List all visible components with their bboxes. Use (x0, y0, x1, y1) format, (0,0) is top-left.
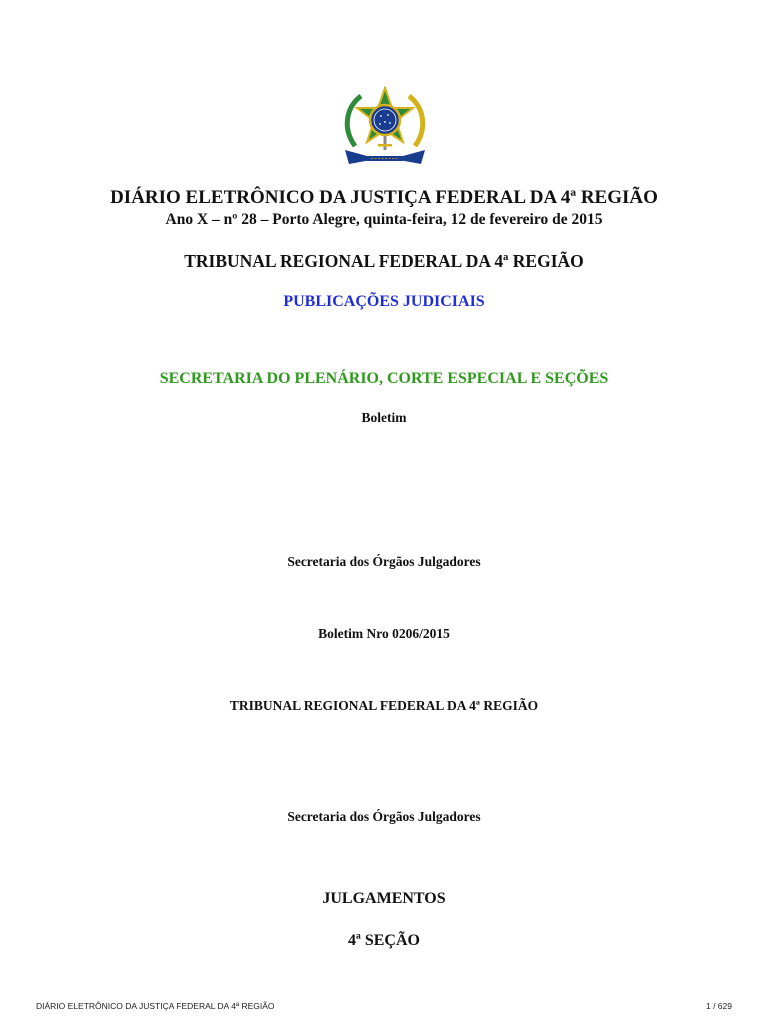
secretaria-orgaos-heading: Secretaria dos Órgãos Julgadores (287, 554, 481, 569)
secretaria-orgaos-heading-2: Secretaria dos Órgãos Julgadores (287, 809, 481, 824)
boletim-number: Boletim Nro 0206/2015 (318, 626, 450, 641)
brazil-coat-of-arms-icon (337, 86, 433, 174)
footer-journal-title: DIÁRIO ELETRÔNICO DA JUSTIÇA FEDERAL DA 4ª REGIÃO (36, 1001, 275, 1011)
section-publicacoes: PUBLICAÇÕES JUDICIAIS (283, 293, 485, 310)
journal-title: DIÁRIO ELETRÔNICO DA JUSTIÇA FEDERAL DA 4ª REGIÃO (110, 187, 658, 208)
julgamentos-heading: JULGAMENTOS (322, 890, 446, 907)
tribunal-heading: TRIBUNAL REGIONAL FEDERAL DA 4ª REGIÃO (184, 251, 584, 271)
page-number: 1 / 629 (706, 1001, 732, 1011)
issue-info: Ano X – nº 28 – Porto Alegre, quinta-feira, 12 de fevereiro de 2015 (165, 211, 603, 228)
tribunal-subheading: TRIBUNAL REGIONAL FEDERAL DA 4ª REGIÃO (229, 698, 539, 713)
boletim-label: Boletim (361, 410, 407, 425)
secao-heading: 4ª SEÇÃO (348, 932, 420, 949)
section-secretaria: SECRETARIA DO PLENÁRIO, CORTE ESPECIAL E SEÇÕES (159, 370, 609, 387)
